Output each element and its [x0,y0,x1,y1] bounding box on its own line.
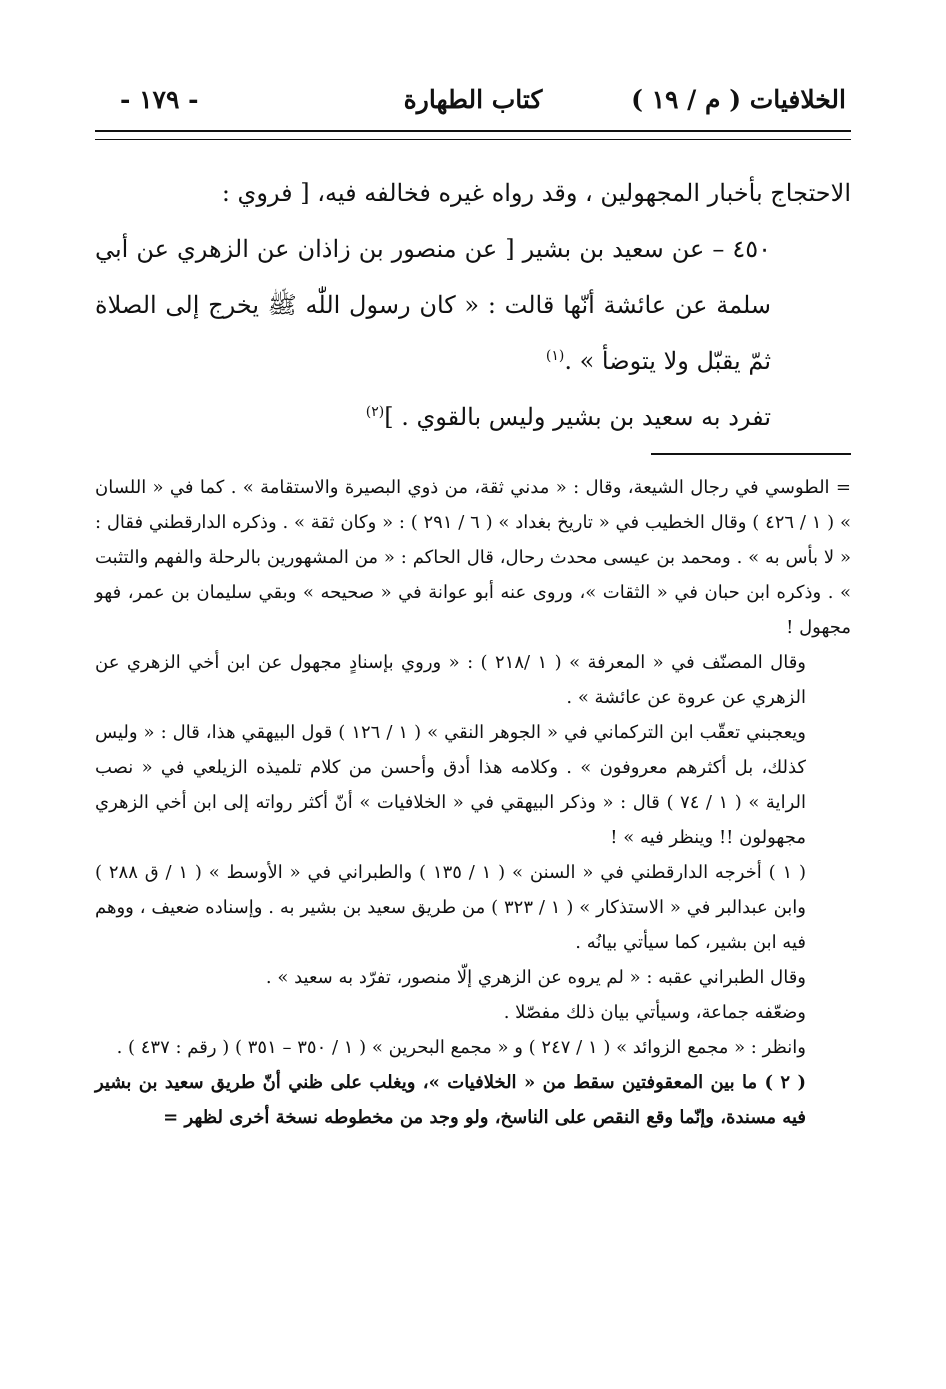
footnote-paragraph: وانظر : « مجمع الزوائد » ( ١ / ٢٤٧ ) و « مجمع البحرين » ( ١ / ٣٥٠ – ٣٥١ ) ( رقم : ٤٣٧ ) . [116,1037,806,1058]
main-text [95,165,851,445]
running-title: الخلافيات ( م / ١٩ ) [631,85,846,114]
header-rule-thin [95,139,851,140]
footnote-paragraph: وقال المصنّف في « المعرفة » ( ١ /٢١٨ ) : « وروي بإسنادٍ مجهول عن ابن أخي الزهري عن الزهري عن عروة عن عائشة » . [95,652,806,708]
footnote-continuation: = الطوسي في رجال الشيعة، وقال : « مدني ثقة، من ذوي البصيرة والاستقامة » . كما في « اللسان » ( ١ / ٤٢٦ ) وقال الخطيب في « تاريخ بغداد » ( ٦ / ٢٩١ ) : « وكان ثقة » . وذكره الدارقطني فقال : « لا بأس به » . ومحمد بن عيسى محدث رحال، قال الحاكم : « من المشهورين بالرحلة والفهم والتثبت » . وذكره ابن حبان في « الثقات »، وروى عنه أبو عوانة في « صحيحه » وبقي سليمان بن عمر، فهو مجهول ! [95,477,851,638]
page-number: - ١٧٩ - [120,85,199,114]
footnote-ref-1: (١) [545,348,565,364]
main-paragraph-3 [95,389,851,445]
footnote-2: ( ٢ ) ما بين المعقوفتين سقط من « الخلافيات »، ويغلب على ظني أنّ طريق سعيد بن بشير فيه مسندة، وإنّما وقع النقص على الناسخ، ولو وجد من مخطوطه نسخة أخرى لظهر = [95,1072,806,1128]
page-header [100,82,846,118]
footnote-paragraph: ويعجبني تعقّب ابن التركماني في « الجوهر النقي » ( ١ / ١٢٦ ) قول البيهقي هذا، قال : « وليس كذلك، بل أكثرهم معروفون » . وكلامه هذا أدق وأحسن من كلام تلميذه الزيلعي في « نصب الراية » ( ١ / ٧٤ ) قال : « وذكر البيهقي في « الخلافيات » أنّ أكثر رواته إلى ابن أخي الزهري مجهولون !! وينظر فيه » ! [95,722,806,848]
footnote-paragraph: وقال الطبراني عقبه : « لم يروه عن الزهري إلّا منصور، تفرّد به سعيد » . [265,967,806,988]
footnotes [95,470,851,1135]
footnote-1: ( ١ ) أخرجه الدارقطني في « السنن » ( ١ / ١٣٥ ) والطبراني في « الأوسط » ( ١ / ق ٢٨٨ ) وابن عبدالبر في « الاستذكار » ( ١ / ٣٢٣ ) من طريق سعيد بن بشير به . وإسناده ضعيف ، ووهم فيه ابن بشير، كما سيأتي بيانُه . [95,862,806,953]
hadith-450-text: ٤٥٠ – عن سعيد بن بشير [ عن منصور بن زاذان عن الزهري عن أبي سلمة عن عائشة أنّها قالت : « كان رسول اللّٰه ﷺ يخرج إلى الصلاة ثمّ يقبّل ولا يتوضأ » . [95,235,772,375]
footnote-separator [651,453,851,455]
footnote-paragraph: وضعّفه جماعة، وسيأتي بيان ذلك مفصّلا . [503,1002,806,1023]
hadith-450 [95,221,851,389]
header-rule-thick [95,130,851,132]
main-paragraph-3-text: تفرد به سعيد بن بشير وليس بالقوي . ] [384,403,771,431]
footnote-ref-2: (٢) [365,404,385,420]
main-paragraph-1: الاحتجاج بأخبار المجهولين ، وقد رواه غيره فخالفه فيه، [ فروي : [221,179,851,207]
book-title: كتاب الطهارة [403,85,543,114]
